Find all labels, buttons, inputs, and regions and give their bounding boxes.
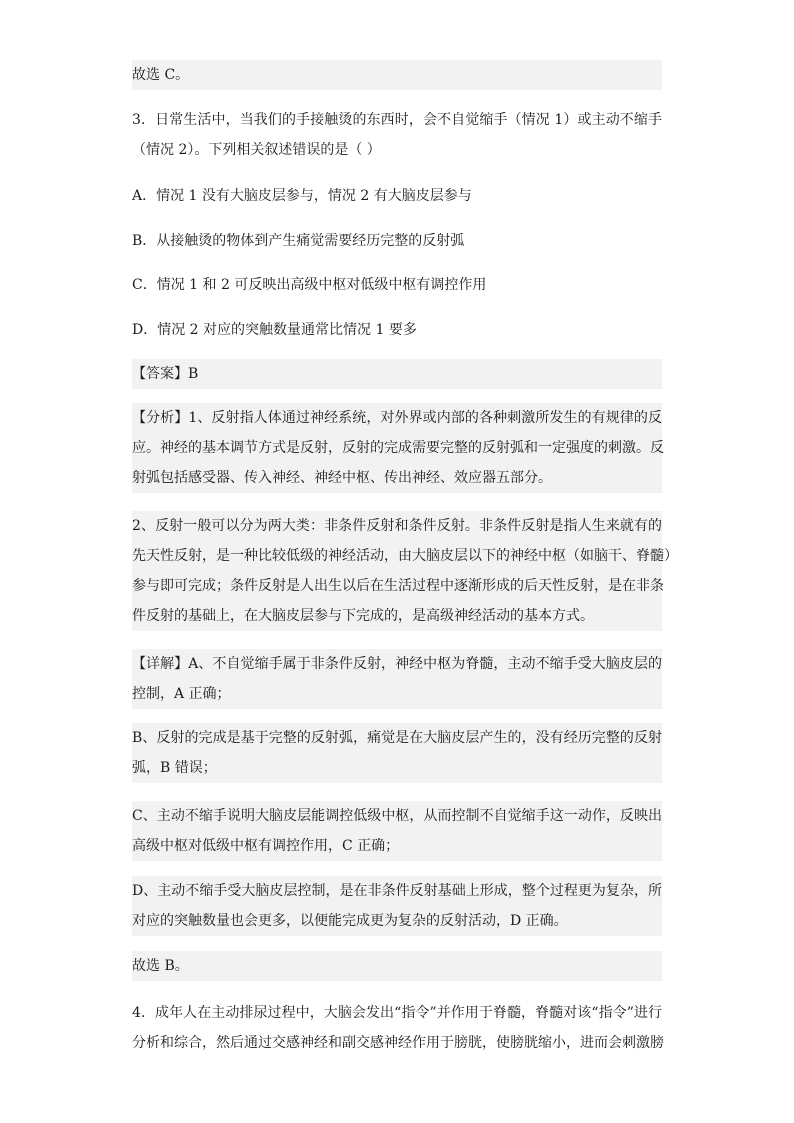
- text-line: 弧，B 错误；: [132, 760, 217, 776]
- text-line: B．从接触烫的物体到产生痛觉需要经历完整的反射弧: [132, 233, 465, 249]
- text-line: A．情况 1 没有大脑皮层参与，情况 2 有大脑皮层参与: [132, 188, 472, 204]
- text-line: 故选 B。: [132, 958, 189, 974]
- text-line: 射弧包括感受器、传入神经、神经中枢、传出神经、效应器五部分。: [132, 470, 552, 486]
- analysis-paragraph-1: [132, 403, 662, 493]
- answer-block: [132, 359, 662, 389]
- text-line: 2、反射一般可以分为两大类：非条件反射和条件反射。非条件反射是指人生来就有的: [132, 518, 662, 534]
- text-line: 控制，A 正确；: [132, 686, 231, 702]
- text-line: D、主动不缩手受大脑皮层控制，是在非条件反射基础上形成，整个过程更为复杂，所: [132, 883, 662, 899]
- text-line: 先天性反射，是一种比较低级的神经活动，由大脑皮层以下的神经中枢（如脑干、脊髓）: [132, 548, 678, 564]
- text-line: （情况 2）。下列相关叙述错误的是（ ）: [132, 142, 381, 158]
- text-line: C．情况 1 和 2 可反映出高级中枢对低级中枢有调控作用: [132, 277, 487, 293]
- detail-option-c: [132, 801, 662, 861]
- question-3-option-d: [132, 315, 662, 345]
- question-4-stem: [132, 998, 662, 1058]
- text-line: 故选 C。: [132, 67, 190, 83]
- text-line: 【分析】1、反射指人体通过神经系统，对外界或内部的各种刺激所发生的有规律的反: [132, 410, 662, 426]
- text-line: C、主动不缩手说明大脑皮层能调控低级中枢，从而控制不自觉缩手这一动作，反映出: [132, 808, 662, 824]
- analysis-paragraph-2: [132, 511, 678, 631]
- text-line: 对应的突触数量也会更多，以便能完成更为复杂的反射活动，D 正确。: [132, 913, 568, 929]
- question-3-option-c: [132, 270, 662, 300]
- final-answer-conclusion: [132, 951, 662, 981]
- text-line: 应。神经的基本调节方式是反射，反射的完成需要完整的反射弧和一定强度的刺激。反: [132, 440, 664, 456]
- text-line: 参与即可完成；条件反射是人出生以后在生活过程中逐渐形成的后天性反射，是在非条: [132, 578, 664, 594]
- detail-option-d: [132, 876, 662, 936]
- detail-option-b: [132, 723, 662, 783]
- question-3-stem: [132, 105, 662, 165]
- text-line: D．情况 2 对应的突触数量通常比情况 1 要多: [132, 322, 417, 338]
- text-line: 3．日常生活中，当我们的手接触烫的东西时，会不自觉缩手（情况 1）或主动不缩手: [132, 112, 662, 128]
- text-line: B、反射的完成是基于完整的反射弧，痛觉是在大脑皮层产生的，没有经历完整的反射: [132, 730, 662, 746]
- text-line: 【答案】B: [132, 366, 199, 382]
- detail-option-a: [132, 649, 662, 709]
- text-line: 【详解】A、不自觉缩手属于非条件反射，神经中枢为脊髓，主动不缩手受大脑皮层的: [132, 656, 662, 672]
- question-3-option-b: [132, 226, 662, 256]
- text-line: 件反射的基础上，在大脑皮层参与下完成的，是高级神经活动的基本方式。: [132, 608, 594, 624]
- text-line: 分析和综合，然后通过交感神经和副交感神经作用于膀胱，使膀胱缩小，进而会刺激膀: [132, 1035, 664, 1051]
- text-line: 高级中枢对低级中枢有调控作用，C 正确；: [132, 838, 400, 854]
- text-line: 4．成年人在主动排尿过程中，大脑会发出“指令”并作用于脊髓，脊髓对该“指令”进行: [132, 1005, 662, 1021]
- previous-answer-conclusion: [132, 60, 662, 90]
- question-3-option-a: [132, 181, 662, 211]
